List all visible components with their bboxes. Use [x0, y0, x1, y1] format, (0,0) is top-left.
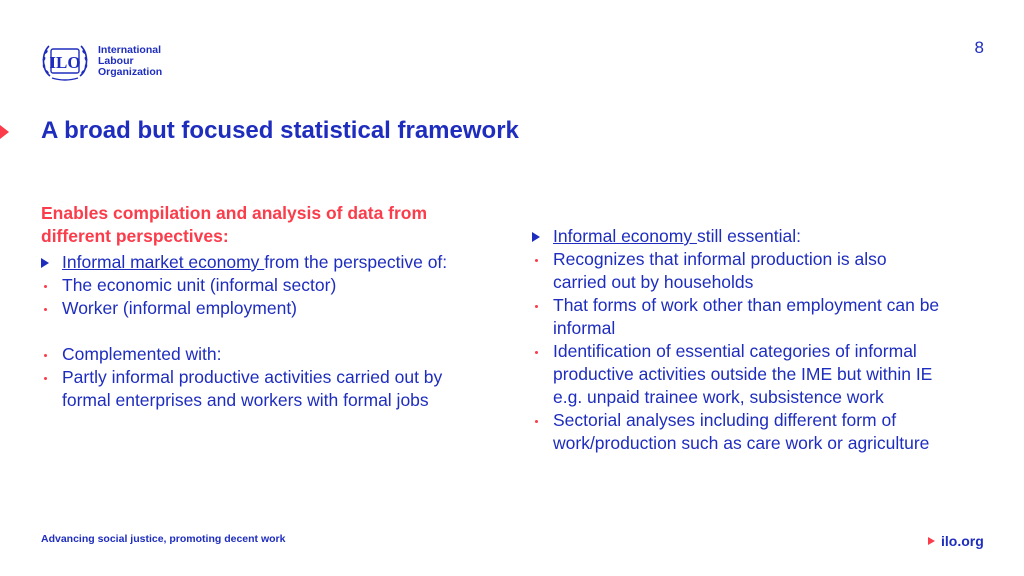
triangle-bullet-icon [532, 232, 540, 242]
logo-line-3: Organization [98, 65, 163, 78]
dot-bullet-icon [535, 420, 538, 423]
list-item: That forms of work other than employment can be informal [532, 294, 992, 340]
ilo-logo [40, 40, 162, 82]
dot-bullet-icon [535, 259, 538, 262]
list-item: Recognizes that informal production is also carried out by households [532, 248, 992, 294]
list-item: Sectorial analyses including different form of work/production such as care work or agriculture [532, 409, 992, 455]
title-marker-icon [0, 125, 9, 139]
right-heading-item [532, 225, 992, 248]
slide-title: A broad but focused statistical framework [41, 117, 519, 144]
left-column [41, 202, 491, 412]
dot-bullet-icon [535, 305, 538, 308]
right-heading-rest: still essential: [696, 226, 802, 246]
footer-link[interactable] [928, 533, 984, 549]
right-heading-underlined: Informal economy [553, 226, 697, 246]
footer-link-text[interactable]: ilo.org [941, 533, 984, 549]
footer-tagline: Advancing social justice, promoting decent work [41, 533, 286, 545]
left-heading-underlined: Informal market economy [62, 252, 265, 272]
logo-text [98, 45, 162, 78]
left-heading-item [41, 251, 491, 274]
arrow-right-icon [928, 537, 935, 545]
left-heading-rest: from the perspective of: [264, 252, 448, 272]
dot-bullet-icon [535, 351, 538, 354]
dot-bullet-icon [44, 354, 47, 357]
dot-bullet-icon [44, 377, 47, 380]
list-item: Identification of essential categories of informal productive activities outside the IME but within IE e.g. unpaid trainee work, subsistence work [532, 340, 992, 409]
list-item: Worker (informal employment) [41, 297, 491, 320]
logo-line-1: International [98, 43, 162, 56]
list-item: Complemented with: [41, 343, 491, 366]
dot-bullet-icon [44, 308, 47, 311]
left-subheading: Enables compilation and analysis of data from different perspectives: [41, 203, 428, 246]
triangle-bullet-icon [41, 258, 49, 268]
list-item: The economic unit (informal sector) [41, 274, 491, 297]
right-column [532, 225, 992, 455]
emblem-text: ILO [49, 53, 81, 72]
page-number: 8 [974, 38, 984, 57]
logo-line-2: Labour [98, 54, 134, 67]
ilo-emblem-icon [40, 40, 90, 82]
list-item: Partly informal productive activities carried out by formal enterprises and workers with formal jobs [41, 366, 491, 412]
dot-bullet-icon [44, 285, 47, 288]
